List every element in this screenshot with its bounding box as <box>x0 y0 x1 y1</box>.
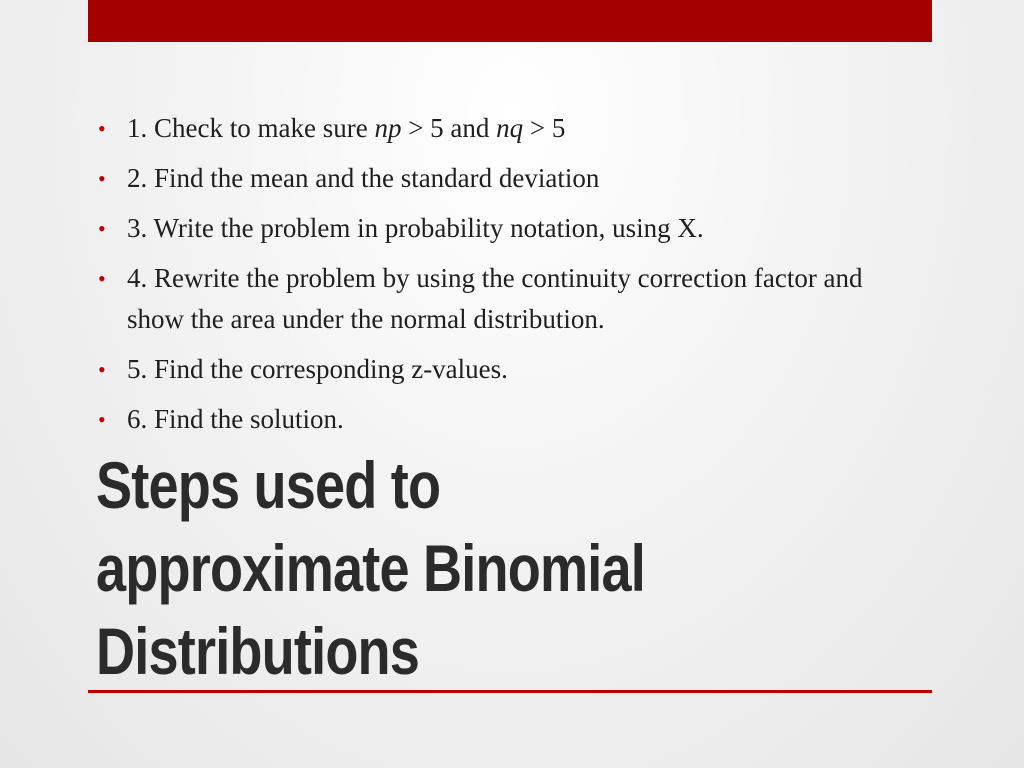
bullet-var-nq: nq <box>496 113 524 143</box>
bullet-text: 4. Rewrite the problem by using the continuity correction factor and show the area under the normal distribution. <box>127 263 863 334</box>
bullet-item-2 <box>96 158 926 199</box>
bullet-marker: • <box>98 266 106 291</box>
bullet-text: 3. Write the problem in probability notation, using X. <box>127 213 704 243</box>
bullet-item-5 <box>96 349 926 390</box>
bullet-marker: • <box>98 357 106 382</box>
bullet-text-suffix: > 5 <box>523 113 566 143</box>
bullet-marker: • <box>98 407 106 432</box>
bottom-accent-rule <box>88 690 932 693</box>
bullet-marker: • <box>98 116 106 141</box>
bullet-item-6 <box>96 399 926 440</box>
bullet-text: 5. Find the corresponding z-values. <box>127 354 508 384</box>
bullet-var-np: np <box>374 113 402 143</box>
bullet-item-1 <box>96 108 926 149</box>
bullet-list <box>96 108 926 449</box>
bullet-marker: • <box>98 166 106 191</box>
bullet-text-prefix: 1. Check to make sure <box>127 113 375 143</box>
slide-title-line-1: Steps used to <box>96 448 441 522</box>
bullet-text-mid: > 5 and <box>401 113 497 143</box>
bullet-item-3 <box>96 208 926 249</box>
bullet-text: 2. Find the mean and the standard deviation <box>127 163 600 193</box>
bullet-item-4 <box>96 258 926 340</box>
slide-title-line-3: Distributions <box>96 614 420 688</box>
bullet-marker: • <box>98 216 106 241</box>
slide-title <box>96 444 785 693</box>
bullet-text: 6. Find the solution. <box>127 404 344 434</box>
slide-title-line-2: approximate Binomial <box>96 531 645 605</box>
top-accent-bar <box>88 0 932 42</box>
